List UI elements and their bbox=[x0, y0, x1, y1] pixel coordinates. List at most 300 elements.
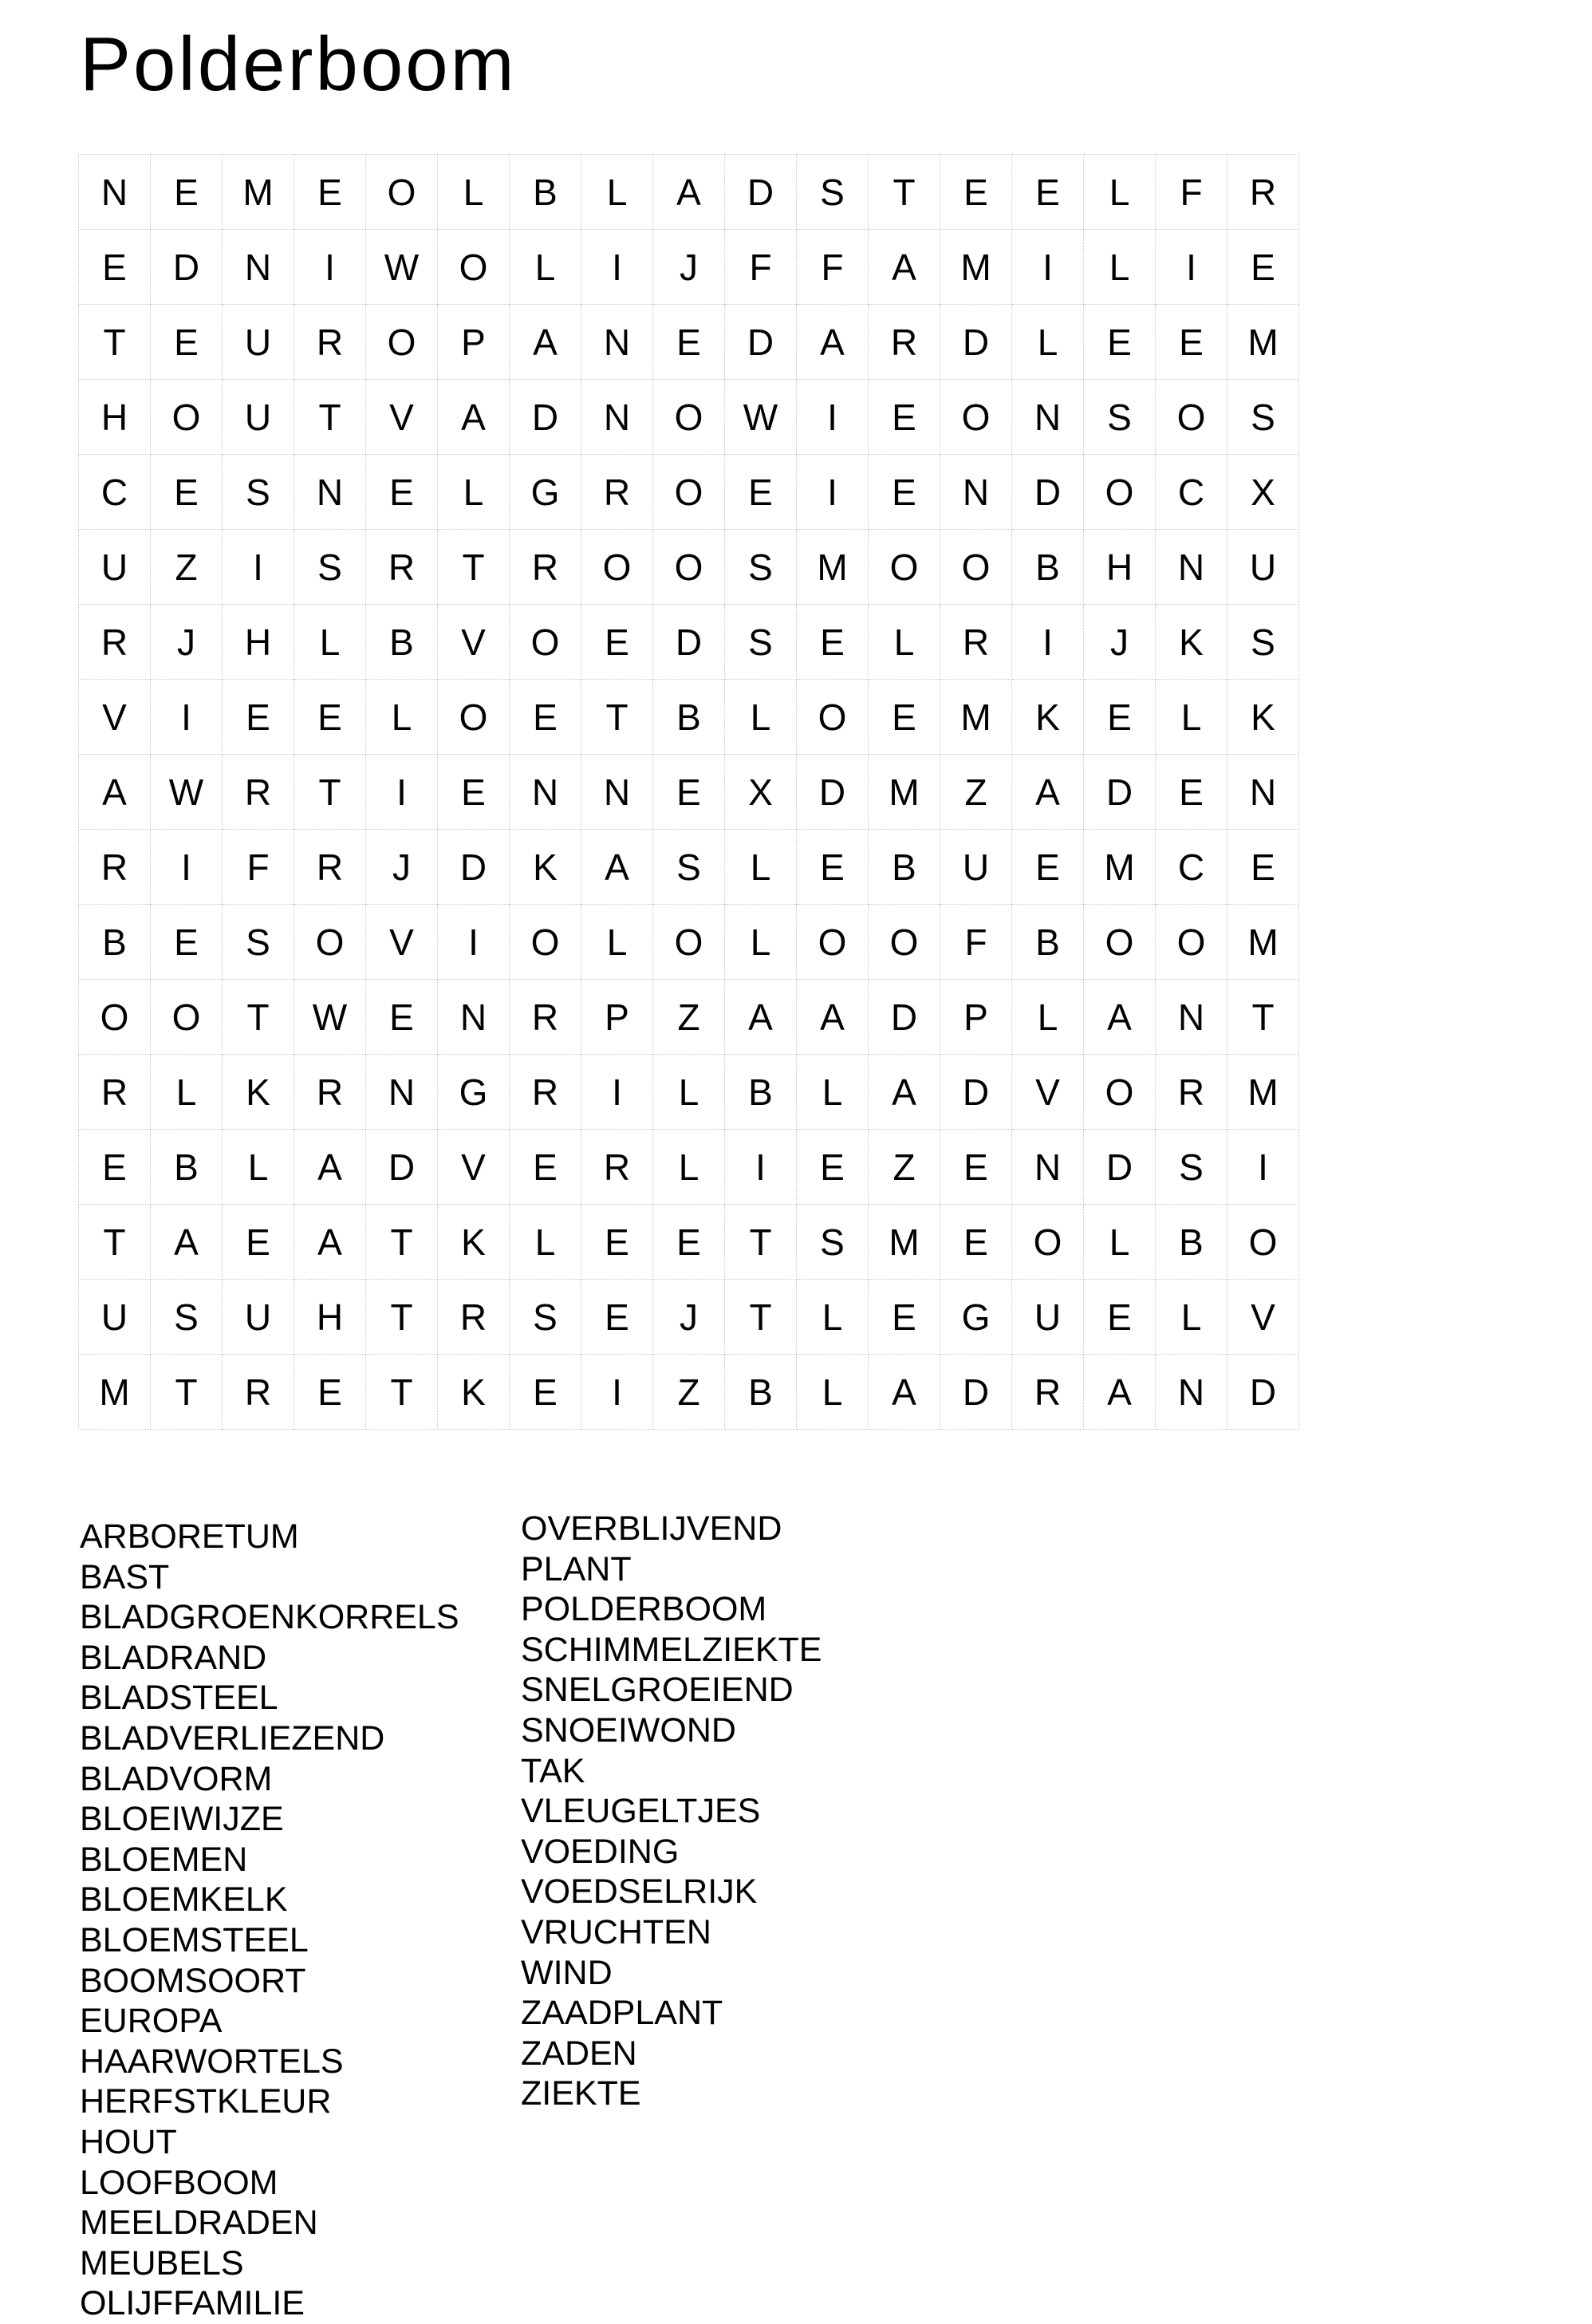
grid-cell: T bbox=[79, 1205, 151, 1280]
grid-cell: L bbox=[1156, 680, 1227, 755]
word-list-item: LOOFBOOM bbox=[80, 2163, 278, 2202]
grid-cell: L bbox=[510, 1205, 581, 1280]
grid-cell: H bbox=[294, 1280, 366, 1355]
grid-cell: P bbox=[940, 980, 1012, 1055]
grid-cell: F bbox=[797, 230, 869, 305]
grid-cell: T bbox=[294, 380, 366, 455]
grid-cell: A bbox=[294, 1205, 366, 1280]
word-list-item: MEUBELS bbox=[80, 2243, 244, 2283]
grid-cell: N bbox=[1012, 380, 1084, 455]
grid-cell: R bbox=[294, 830, 366, 905]
grid-cell: D bbox=[1227, 1355, 1299, 1430]
grid-cell: O bbox=[366, 155, 438, 230]
grid-cell: M bbox=[1227, 305, 1299, 380]
grid-cell: E bbox=[1012, 830, 1084, 905]
grid-cell: D bbox=[1084, 755, 1156, 830]
grid-cell: E bbox=[581, 1205, 653, 1280]
grid-cell: O bbox=[1084, 905, 1156, 980]
word-list-item: BLADVORM bbox=[80, 1759, 273, 1798]
grid-cell: T bbox=[79, 305, 151, 380]
grid-cell: L bbox=[438, 455, 510, 530]
grid-cell: L bbox=[653, 1055, 725, 1130]
grid-cell: S bbox=[294, 530, 366, 605]
grid-cell: J bbox=[653, 1280, 725, 1355]
word-list-item: HAARWORTELS bbox=[80, 2042, 344, 2081]
grid-row bbox=[79, 1280, 1299, 1355]
grid-cell: N bbox=[510, 755, 581, 830]
grid-cell: A bbox=[869, 1355, 940, 1430]
grid-cell: L bbox=[366, 680, 438, 755]
grid-cell: I bbox=[797, 455, 869, 530]
grid-cell: K bbox=[510, 830, 581, 905]
grid-cell: E bbox=[869, 680, 940, 755]
grid-cell: P bbox=[581, 980, 653, 1055]
grid-cell: A bbox=[151, 1205, 223, 1280]
word-list-item: BLOEMKELK bbox=[80, 1880, 288, 1920]
grid-cell: M bbox=[797, 530, 869, 605]
word-list-column-2 bbox=[521, 1509, 822, 2114]
grid-row bbox=[79, 755, 1299, 830]
grid-cell: I bbox=[1156, 230, 1227, 305]
grid-cell: H bbox=[79, 380, 151, 455]
grid-cell: D bbox=[510, 380, 581, 455]
grid-cell: J bbox=[366, 830, 438, 905]
word-list-item: OLIJFFAMILIE bbox=[80, 2284, 305, 2323]
grid-cell: E bbox=[725, 455, 797, 530]
grid-cell: O bbox=[1084, 1055, 1156, 1130]
grid-cell: D bbox=[940, 1055, 1012, 1130]
grid-cell: T bbox=[725, 1280, 797, 1355]
grid-cell: B bbox=[366, 605, 438, 680]
grid-cell: E bbox=[1227, 230, 1299, 305]
word-list-item: PLANT bbox=[521, 1549, 632, 1588]
grid-cell: O bbox=[797, 905, 869, 980]
grid-cell: R bbox=[940, 605, 1012, 680]
grid-cell: E bbox=[797, 605, 869, 680]
grid-cell: O bbox=[1084, 455, 1156, 530]
grid-cell: C bbox=[79, 455, 151, 530]
grid-cell: J bbox=[151, 605, 223, 680]
grid-cell: H bbox=[1084, 530, 1156, 605]
grid-cell: V bbox=[1012, 1055, 1084, 1130]
word-list-item: OVERBLIJVEND bbox=[521, 1509, 782, 1548]
grid-cell: S bbox=[223, 455, 294, 530]
grid-cell: S bbox=[223, 905, 294, 980]
grid-cell: E bbox=[366, 455, 438, 530]
grid-cell: B bbox=[653, 680, 725, 755]
grid-row bbox=[79, 530, 1299, 605]
grid-cell: O bbox=[581, 530, 653, 605]
grid-cell: O bbox=[869, 530, 940, 605]
grid-cell: R bbox=[1012, 1355, 1084, 1430]
grid-cell: E bbox=[1156, 305, 1227, 380]
grid-cell: A bbox=[294, 1130, 366, 1205]
grid-cell: P bbox=[438, 305, 510, 380]
grid-cell: E bbox=[366, 980, 438, 1055]
grid-cell: M bbox=[223, 155, 294, 230]
grid-cell: O bbox=[438, 230, 510, 305]
grid-cell: I bbox=[223, 530, 294, 605]
grid-cell: E bbox=[294, 155, 366, 230]
grid-cell: I bbox=[151, 830, 223, 905]
grid-cell: R bbox=[510, 1055, 581, 1130]
grid-cell: V bbox=[438, 1130, 510, 1205]
grid-cell: T bbox=[294, 755, 366, 830]
grid-cell: D bbox=[366, 1130, 438, 1205]
grid-cell: K bbox=[438, 1205, 510, 1280]
grid-cell: V bbox=[366, 380, 438, 455]
grid-cell: V bbox=[1227, 1280, 1299, 1355]
grid-cell: O bbox=[1227, 1205, 1299, 1280]
grid-cell: K bbox=[223, 1055, 294, 1130]
grid-cell: O bbox=[1156, 380, 1227, 455]
grid-cell: E bbox=[1012, 155, 1084, 230]
grid-cell: T bbox=[151, 1355, 223, 1430]
grid-row bbox=[79, 605, 1299, 680]
grid-cell: M bbox=[1227, 905, 1299, 980]
grid-cell: M bbox=[869, 755, 940, 830]
word-list-item: BAST bbox=[80, 1557, 170, 1596]
grid-cell: N bbox=[366, 1055, 438, 1130]
grid-cell: M bbox=[869, 1205, 940, 1280]
grid-cell: D bbox=[1084, 1130, 1156, 1205]
word-list-item: EUROPA bbox=[80, 2002, 223, 2041]
grid-cell: R bbox=[869, 305, 940, 380]
word-list-item: POLDERBOOM bbox=[521, 1590, 767, 1629]
grid-cell: B bbox=[1012, 905, 1084, 980]
grid-cell: Z bbox=[940, 755, 1012, 830]
grid-cell: E bbox=[653, 755, 725, 830]
grid-cell: O bbox=[1012, 1205, 1084, 1280]
grid-cell: O bbox=[653, 380, 725, 455]
grid-cell: T bbox=[1227, 980, 1299, 1055]
grid-cell: A bbox=[79, 755, 151, 830]
grid-cell: I bbox=[581, 1355, 653, 1430]
grid-cell: O bbox=[940, 530, 1012, 605]
grid-cell: X bbox=[725, 755, 797, 830]
grid-cell: N bbox=[581, 305, 653, 380]
grid-cell: C bbox=[1156, 455, 1227, 530]
grid-cell: R bbox=[510, 980, 581, 1055]
grid-cell: N bbox=[940, 455, 1012, 530]
grid-cell: E bbox=[1084, 305, 1156, 380]
word-list-item: VOEDSELRIJK bbox=[521, 1872, 758, 1912]
grid-row bbox=[79, 380, 1299, 455]
word-list-item: ARBORETUM bbox=[80, 1517, 299, 1556]
grid-cell: W bbox=[151, 755, 223, 830]
word-list-item: BLOEIWIJZE bbox=[80, 1800, 284, 1839]
grid-cell: E bbox=[223, 680, 294, 755]
grid-cell: R bbox=[79, 605, 151, 680]
grid-cell: K bbox=[438, 1355, 510, 1430]
grid-cell: E bbox=[797, 1130, 869, 1205]
grid-cell: M bbox=[1084, 830, 1156, 905]
grid-cell: E bbox=[940, 1130, 1012, 1205]
grid-cell: T bbox=[725, 1205, 797, 1280]
grid-cell: S bbox=[510, 1280, 581, 1355]
grid-cell: N bbox=[1156, 1355, 1227, 1430]
grid-cell: T bbox=[366, 1280, 438, 1355]
grid-cell: E bbox=[581, 605, 653, 680]
word-list-item: VOEDING bbox=[521, 1832, 680, 1871]
word-list-item: BLOEMEN bbox=[80, 1840, 248, 1879]
grid-cell: X bbox=[1227, 455, 1299, 530]
grid-cell: E bbox=[1084, 680, 1156, 755]
word-list-item: MEELDRADEN bbox=[80, 2204, 318, 2243]
grid-cell: S bbox=[1156, 1130, 1227, 1205]
grid-cell: N bbox=[1156, 980, 1227, 1055]
grid-cell: E bbox=[1084, 1280, 1156, 1355]
grid-cell: B bbox=[151, 1130, 223, 1205]
grid-cell: E bbox=[653, 1205, 725, 1280]
grid-row bbox=[79, 1055, 1299, 1130]
grid-cell: E bbox=[1227, 830, 1299, 905]
grid-cell: I bbox=[1012, 230, 1084, 305]
grid-cell: D bbox=[438, 830, 510, 905]
grid-cell: S bbox=[725, 530, 797, 605]
word-list-item: WIND bbox=[521, 1953, 613, 1992]
grid-cell: O bbox=[653, 455, 725, 530]
grid-cell: I bbox=[366, 755, 438, 830]
grid-cell: D bbox=[1012, 455, 1084, 530]
grid-cell: W bbox=[366, 230, 438, 305]
grid-cell: L bbox=[1012, 980, 1084, 1055]
grid-cell: S bbox=[1227, 380, 1299, 455]
grid-cell: E bbox=[223, 1205, 294, 1280]
grid-cell: A bbox=[797, 980, 869, 1055]
grid-cell: V bbox=[438, 605, 510, 680]
grid-cell: A bbox=[1012, 755, 1084, 830]
word-list-item: VRUCHTEN bbox=[521, 1912, 711, 1951]
grid-cell: E bbox=[79, 1130, 151, 1205]
grid-row bbox=[79, 980, 1299, 1055]
grid-cell: E bbox=[151, 905, 223, 980]
grid-cell: E bbox=[510, 680, 581, 755]
grid-cell: L bbox=[725, 905, 797, 980]
grid-cell: A bbox=[581, 830, 653, 905]
grid-cell: S bbox=[725, 605, 797, 680]
grid-row bbox=[79, 680, 1299, 755]
grid-cell: L bbox=[294, 605, 366, 680]
grid-cell: E bbox=[510, 1355, 581, 1430]
grid-cell: T bbox=[438, 530, 510, 605]
grid-cell: O bbox=[869, 905, 940, 980]
grid-cell: D bbox=[725, 305, 797, 380]
grid-cell: D bbox=[653, 605, 725, 680]
grid-cell: A bbox=[725, 980, 797, 1055]
grid-cell: U bbox=[223, 380, 294, 455]
grid-cell: N bbox=[223, 230, 294, 305]
grid-cell: S bbox=[653, 830, 725, 905]
grid-cell: W bbox=[294, 980, 366, 1055]
grid-cell: N bbox=[581, 380, 653, 455]
grid-cell: E bbox=[940, 155, 1012, 230]
word-search-grid bbox=[78, 154, 1299, 1430]
word-list-item: BLADSTEEL bbox=[80, 1679, 278, 1718]
grid-cell: L bbox=[581, 155, 653, 230]
word-list-item: BOOMSOORT bbox=[80, 1961, 306, 2000]
grid-cell: S bbox=[1084, 380, 1156, 455]
grid-cell: R bbox=[1227, 155, 1299, 230]
word-list-item: ZIEKTE bbox=[521, 2074, 641, 2113]
grid-cell: A bbox=[1084, 1355, 1156, 1430]
grid-cell: R bbox=[1156, 1055, 1227, 1130]
word-list-item: TAK bbox=[521, 1751, 585, 1790]
grid-cell: S bbox=[151, 1280, 223, 1355]
grid-cell: E bbox=[1156, 755, 1227, 830]
grid-row bbox=[79, 830, 1299, 905]
grid-cell: K bbox=[1227, 680, 1299, 755]
grid-cell: L bbox=[725, 680, 797, 755]
grid-cell: R bbox=[79, 830, 151, 905]
grid-cell: U bbox=[223, 305, 294, 380]
grid-cell: T bbox=[366, 1205, 438, 1280]
grid-cell: A bbox=[510, 305, 581, 380]
grid-cell: A bbox=[1084, 980, 1156, 1055]
grid-cell: F bbox=[725, 230, 797, 305]
grid-cell: K bbox=[1012, 680, 1084, 755]
grid-cell: L bbox=[510, 230, 581, 305]
grid-cell: R bbox=[581, 455, 653, 530]
grid-cell: T bbox=[223, 980, 294, 1055]
grid-cell: E bbox=[653, 305, 725, 380]
grid-cell: B bbox=[510, 155, 581, 230]
grid-cell: O bbox=[366, 305, 438, 380]
grid-cell: L bbox=[797, 1280, 869, 1355]
word-list-item: SCHIMMELZIEKTE bbox=[521, 1630, 822, 1669]
grid-cell: U bbox=[223, 1280, 294, 1355]
grid-row bbox=[79, 1355, 1299, 1430]
grid-cell: E bbox=[869, 1280, 940, 1355]
grid-cell: N bbox=[438, 980, 510, 1055]
grid-cell: O bbox=[940, 380, 1012, 455]
grid-cell: B bbox=[1012, 530, 1084, 605]
grid-cell: D bbox=[869, 980, 940, 1055]
grid-cell: A bbox=[869, 1055, 940, 1130]
grid-cell: U bbox=[940, 830, 1012, 905]
grid-cell: B bbox=[1156, 1205, 1227, 1280]
grid-cell: O bbox=[797, 680, 869, 755]
grid-cell: R bbox=[366, 530, 438, 605]
grid-cell: R bbox=[510, 530, 581, 605]
grid-cell: J bbox=[653, 230, 725, 305]
grid-row bbox=[79, 1205, 1299, 1280]
grid-cell: H bbox=[223, 605, 294, 680]
grid-cell: L bbox=[797, 1055, 869, 1130]
grid-cell: L bbox=[581, 905, 653, 980]
grid-cell: N bbox=[294, 455, 366, 530]
grid-cell: E bbox=[797, 830, 869, 905]
word-list-item: HOUT bbox=[80, 2122, 177, 2161]
grid-cell: O bbox=[438, 680, 510, 755]
grid-cell: V bbox=[79, 680, 151, 755]
grid-cell: T bbox=[581, 680, 653, 755]
grid-cell: E bbox=[79, 230, 151, 305]
grid-cell: D bbox=[940, 305, 1012, 380]
grid-cell: I bbox=[581, 230, 653, 305]
grid-cell: G bbox=[940, 1280, 1012, 1355]
grid-cell: R bbox=[223, 1355, 294, 1430]
grid-cell: O bbox=[510, 905, 581, 980]
grid-cell: S bbox=[797, 155, 869, 230]
grid-cell: W bbox=[725, 380, 797, 455]
word-list-item: ZAADPLANT bbox=[521, 1994, 723, 2033]
grid-cell: A bbox=[438, 380, 510, 455]
grid-cell: R bbox=[581, 1130, 653, 1205]
grid-cell: O bbox=[653, 530, 725, 605]
grid-cell: F bbox=[1156, 155, 1227, 230]
word-list-item: ZADEN bbox=[521, 2034, 637, 2073]
grid-cell: E bbox=[940, 1205, 1012, 1280]
grid-cell: E bbox=[510, 1130, 581, 1205]
grid-cell: G bbox=[438, 1055, 510, 1130]
grid-cell: M bbox=[79, 1355, 151, 1430]
grid-cell: O bbox=[510, 605, 581, 680]
grid-cell: U bbox=[79, 530, 151, 605]
grid-cell: I bbox=[151, 680, 223, 755]
grid-cell: S bbox=[797, 1205, 869, 1280]
grid-cell: L bbox=[869, 605, 940, 680]
grid-row bbox=[79, 455, 1299, 530]
grid-cell: Z bbox=[653, 980, 725, 1055]
grid-cell: F bbox=[223, 830, 294, 905]
grid-cell: M bbox=[940, 680, 1012, 755]
grid-cell: M bbox=[1227, 1055, 1299, 1130]
grid-cell: L bbox=[1084, 1205, 1156, 1280]
grid-cell: E bbox=[869, 455, 940, 530]
grid-cell: D bbox=[797, 755, 869, 830]
grid-cell: R bbox=[294, 1055, 366, 1130]
grid-cell: E bbox=[294, 1355, 366, 1430]
grid-cell: B bbox=[725, 1355, 797, 1430]
grid-cell: L bbox=[1156, 1280, 1227, 1355]
grid-cell: L bbox=[438, 155, 510, 230]
word-list-item: BLADGROENKORRELS bbox=[80, 1598, 459, 1637]
grid-cell: L bbox=[1084, 155, 1156, 230]
grid-cell: N bbox=[581, 755, 653, 830]
grid-cell: N bbox=[1012, 1130, 1084, 1205]
page-title: Polderboom bbox=[80, 22, 517, 107]
grid-cell: G bbox=[510, 455, 581, 530]
grid-cell: E bbox=[438, 755, 510, 830]
grid-cell: E bbox=[294, 680, 366, 755]
grid-cell: E bbox=[151, 455, 223, 530]
grid-cell: E bbox=[151, 305, 223, 380]
grid-cell: R bbox=[438, 1280, 510, 1355]
grid-cell: A bbox=[869, 230, 940, 305]
grid-row bbox=[79, 155, 1299, 230]
grid-cell: V bbox=[366, 905, 438, 980]
word-list-column-1 bbox=[80, 1517, 459, 2324]
grid-cell: E bbox=[581, 1280, 653, 1355]
grid-cell: L bbox=[151, 1055, 223, 1130]
grid-cell: L bbox=[1012, 305, 1084, 380]
grid-cell: I bbox=[1227, 1130, 1299, 1205]
grid-cell: D bbox=[151, 230, 223, 305]
grid-cell: Z bbox=[869, 1130, 940, 1205]
grid-cell: U bbox=[1012, 1280, 1084, 1355]
grid-cell: O bbox=[151, 380, 223, 455]
grid-cell: A bbox=[797, 305, 869, 380]
grid-cell: D bbox=[940, 1355, 1012, 1430]
grid-row bbox=[79, 230, 1299, 305]
grid-cell: L bbox=[797, 1355, 869, 1430]
grid-cell: T bbox=[366, 1355, 438, 1430]
grid-cell: O bbox=[79, 980, 151, 1055]
grid-cell: F bbox=[940, 905, 1012, 980]
grid-cell: B bbox=[79, 905, 151, 980]
grid-cell: R bbox=[223, 755, 294, 830]
